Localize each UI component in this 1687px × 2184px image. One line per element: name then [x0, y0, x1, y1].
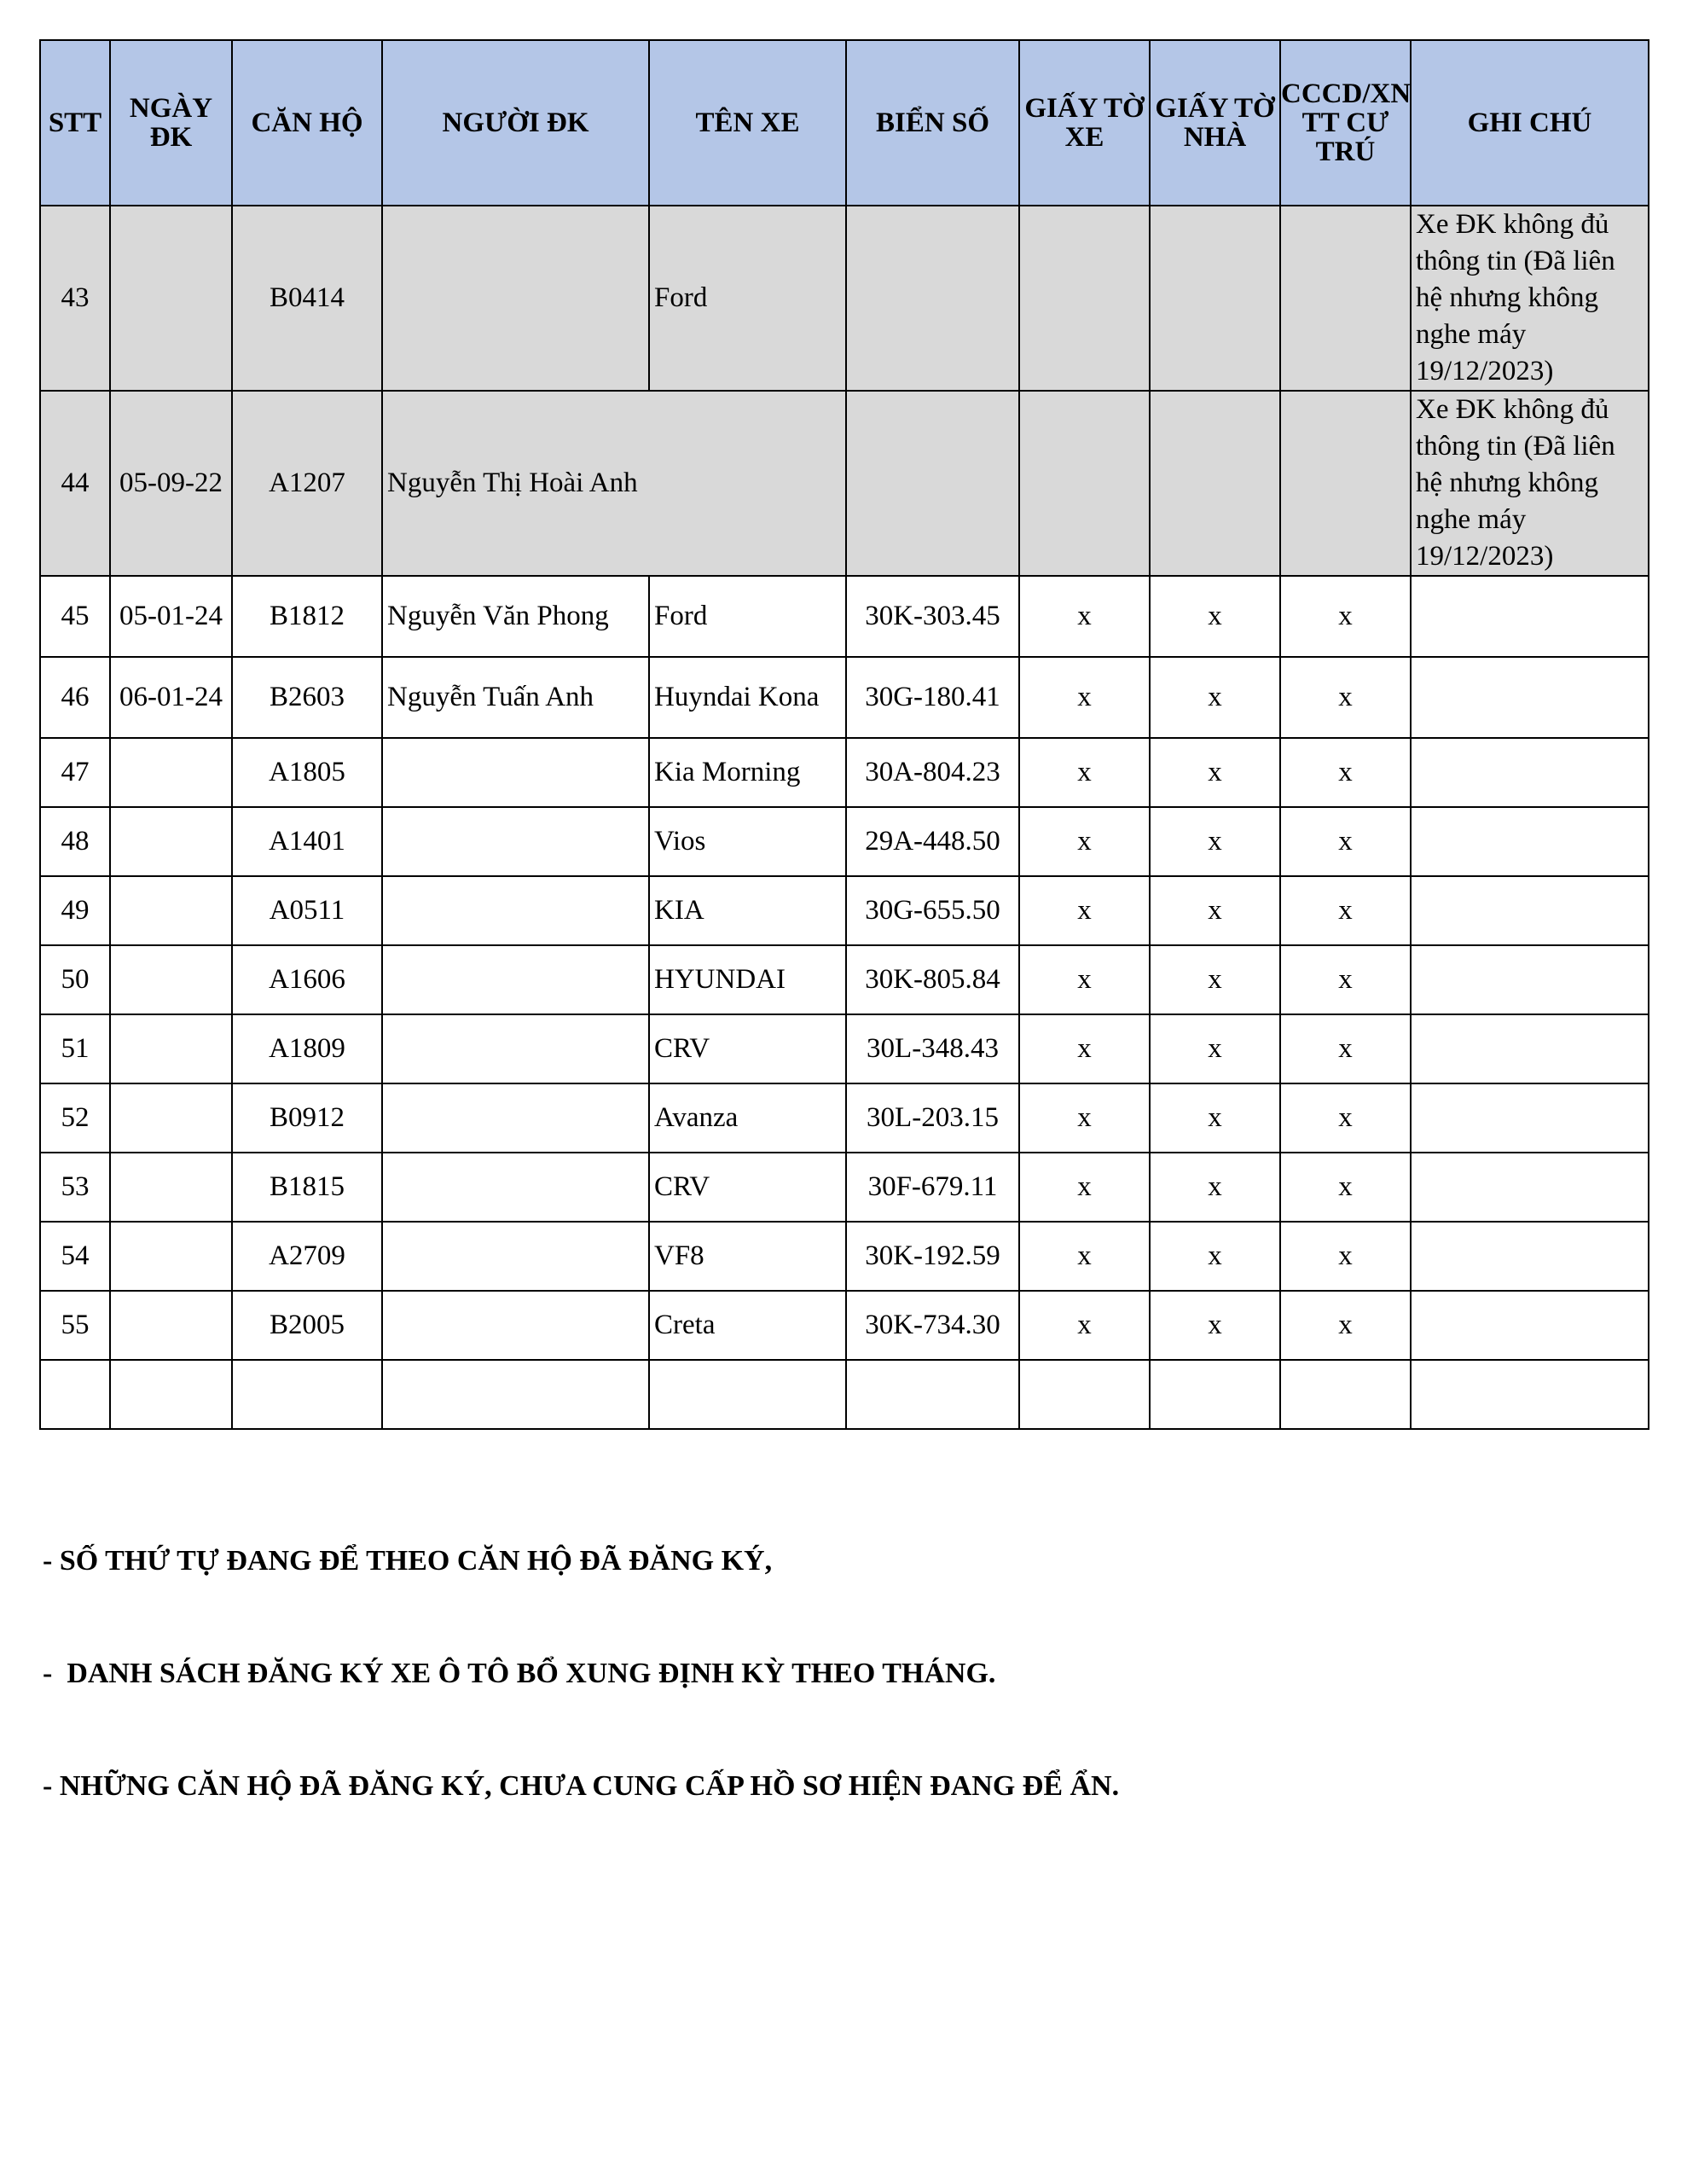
cell-ngay [110, 1291, 232, 1360]
table-row [40, 1153, 1649, 1222]
cell-nguoi [382, 807, 649, 876]
cell-ngay: 05-01-24 [110, 576, 232, 657]
table-row [40, 738, 1649, 807]
table-row [40, 576, 1649, 657]
cell-nguoi [382, 1291, 649, 1360]
cell-stt: 55 [40, 1291, 110, 1360]
cell-ngay [110, 1222, 232, 1291]
cell-cccd: x [1280, 945, 1411, 1014]
cell-giay-to-nha: x [1150, 807, 1280, 876]
cell-ghi-chu [1411, 1083, 1649, 1153]
cell-ngay: 06-01-24 [110, 657, 232, 738]
table-row [40, 1222, 1649, 1291]
cell-giay-to-nha [1150, 206, 1280, 391]
cell-ghi-chu [1411, 738, 1649, 807]
cell-giay-to-nha: x [1150, 738, 1280, 807]
cell-can-ho: A1606 [232, 945, 382, 1014]
cell-ghi-chu [1411, 807, 1649, 876]
cell-ngay [110, 738, 232, 807]
cell-giay-to-nha [1150, 1360, 1280, 1429]
header-ten-xe: TÊN XE [649, 40, 846, 206]
cell-can-ho: B2603 [232, 657, 382, 738]
cell-giay-to-nha: x [1150, 1083, 1280, 1153]
cell-cccd: x [1280, 576, 1411, 657]
cell-stt: 48 [40, 807, 110, 876]
cell-bien-so: 30K-734.30 [846, 1291, 1019, 1360]
cell-bien-so [846, 391, 1019, 576]
cell-stt: 45 [40, 576, 110, 657]
cell-can-ho [232, 1360, 382, 1429]
cell-bien-so: 30L-348.43 [846, 1014, 1019, 1083]
cell-giay-to-nha [1150, 391, 1280, 576]
cell-cccd [1280, 206, 1411, 391]
cell-ten-xe [649, 1360, 846, 1429]
cell-ghi-chu [1411, 1014, 1649, 1083]
cell-nguoi: Nguyễn Thị Hoài Anh [382, 391, 846, 576]
cell-bien-so: 30K-192.59 [846, 1222, 1019, 1291]
cell-can-ho: B0912 [232, 1083, 382, 1153]
cell-can-ho: A1401 [232, 807, 382, 876]
cell-giay-to-xe: x [1019, 576, 1150, 657]
cell-stt: 52 [40, 1083, 110, 1153]
cell-nguoi [382, 206, 649, 391]
table-row [40, 807, 1649, 876]
cell-giay-to-xe: x [1019, 807, 1150, 876]
header-can-ho: CĂN HỘ [232, 40, 382, 206]
cell-giay-to-nha: x [1150, 1291, 1280, 1360]
cell-giay-to-xe: x [1019, 1083, 1150, 1153]
cell-stt [40, 1360, 110, 1429]
cell-nguoi [382, 738, 649, 807]
cell-cccd [1280, 391, 1411, 576]
cell-nguoi [382, 1014, 649, 1083]
cell-ten-xe: CRV [649, 1153, 846, 1222]
cell-can-ho: A0511 [232, 876, 382, 945]
header-nguoi-dk: NGƯỜI ĐK [382, 40, 649, 206]
cell-nguoi [382, 876, 649, 945]
cell-cccd: x [1280, 1083, 1411, 1153]
cell-giay-to-xe: x [1019, 657, 1150, 738]
cell-ten-xe: Ford [649, 206, 846, 391]
cell-nguoi [382, 1360, 649, 1429]
table-header-row [40, 40, 1649, 206]
cell-bien-so: 30L-203.15 [846, 1083, 1019, 1153]
cell-ten-xe: Kia Morning [649, 738, 846, 807]
cell-stt: 43 [40, 206, 110, 391]
cell-giay-to-xe: x [1019, 1222, 1150, 1291]
cell-giay-to-xe: x [1019, 738, 1150, 807]
footnote-line: - NHỮNG CĂN HỘ ĐÃ ĐĂNG KÝ, CHƯA CUNG CẤP HỒ SƠ HIỆN ĐANG ĐỂ ẨN. [43, 1770, 1120, 1802]
cell-ten-xe: Avanza [649, 1083, 846, 1153]
cell-stt: 50 [40, 945, 110, 1014]
cell-giay-to-xe: x [1019, 1153, 1150, 1222]
cell-stt: 46 [40, 657, 110, 738]
cell-ngay [110, 876, 232, 945]
cell-cccd: x [1280, 1014, 1411, 1083]
cell-giay-to-xe: x [1019, 1014, 1150, 1083]
table-row [40, 1360, 1649, 1429]
table-row [40, 391, 1649, 576]
table-row [40, 1014, 1649, 1083]
cell-stt: 47 [40, 738, 110, 807]
cell-can-ho: A2709 [232, 1222, 382, 1291]
cell-ghi-chu [1411, 1360, 1649, 1429]
cell-ten-xe: HYUNDAI [649, 945, 846, 1014]
table-row [40, 206, 1649, 391]
cell-ghi-chu [1411, 1153, 1649, 1222]
cell-ten-xe: Creta [649, 1291, 846, 1360]
cell-ten-xe: Ford [649, 576, 846, 657]
cell-cccd: x [1280, 807, 1411, 876]
cell-can-ho: A1805 [232, 738, 382, 807]
table-row [40, 945, 1649, 1014]
cell-can-ho: A1207 [232, 391, 382, 576]
cell-cccd [1280, 1360, 1411, 1429]
cell-giay-to-nha: x [1150, 1222, 1280, 1291]
table-row [40, 876, 1649, 945]
cell-can-ho: A1809 [232, 1014, 382, 1083]
cell-ten-xe: Huyndai Kona [649, 657, 846, 738]
cell-giay-to-nha: x [1150, 657, 1280, 738]
footnote-line: - DANH SÁCH ĐĂNG KÝ XE Ô TÔ BỔ XUNG ĐỊNH KỲ THEO THÁNG. [43, 1658, 996, 1689]
footnote-line: - SỐ THỨ TỰ ĐANG ĐỂ THEO CĂN HỘ ĐÃ ĐĂNG KÝ, [43, 1545, 773, 1577]
cell-bien-so [846, 1360, 1019, 1429]
header-ngay-dk: NGÀY ĐK [110, 40, 232, 206]
cell-giay-to-xe: x [1019, 1291, 1150, 1360]
cell-giay-to-xe: x [1019, 945, 1150, 1014]
cell-cccd: x [1280, 876, 1411, 945]
cell-giay-to-nha: x [1150, 945, 1280, 1014]
cell-ngay [110, 1153, 232, 1222]
cell-giay-to-nha: x [1150, 576, 1280, 657]
header-giay-to-nha: GIẤY TỜ NHÀ [1150, 40, 1280, 206]
header-bien-so: BIỂN SỐ [846, 40, 1019, 206]
cell-ghi-chu [1411, 945, 1649, 1014]
cell-ngay [110, 1083, 232, 1153]
registration-table [39, 39, 1649, 1430]
table-row [40, 1291, 1649, 1360]
cell-ghi-chu [1411, 1291, 1649, 1360]
cell-giay-to-xe [1019, 206, 1150, 391]
header-ghi-chu: GHI CHÚ [1411, 40, 1649, 206]
cell-ngay [110, 206, 232, 391]
cell-bien-so: 30G-655.50 [846, 876, 1019, 945]
header-giay-to-xe: GIẤY TỜ XE [1019, 40, 1150, 206]
cell-ten-xe: KIA [649, 876, 846, 945]
cell-stt: 49 [40, 876, 110, 945]
cell-nguoi [382, 1153, 649, 1222]
cell-giay-to-xe [1019, 391, 1150, 576]
cell-cccd: x [1280, 738, 1411, 807]
cell-bien-so: 30G-180.41 [846, 657, 1019, 738]
cell-giay-to-xe [1019, 1360, 1150, 1429]
cell-ten-xe: VF8 [649, 1222, 846, 1291]
cell-ghi-chu [1411, 876, 1649, 945]
cell-can-ho: B0414 [232, 206, 382, 391]
cell-ngay [110, 1014, 232, 1083]
cell-ghi-chu [1411, 576, 1649, 657]
footnotes [43, 1467, 1119, 1843]
header-stt: STT [40, 40, 110, 206]
cell-ghi-chu: Xe ĐK không đủ thông tin (Đã liên hệ nhưng không nghe máy 19/12/2023) [1411, 206, 1649, 391]
cell-cccd: x [1280, 1153, 1411, 1222]
cell-nguoi [382, 945, 649, 1014]
cell-can-ho: B1812 [232, 576, 382, 657]
cell-stt: 51 [40, 1014, 110, 1083]
cell-cccd: x [1280, 1222, 1411, 1291]
cell-bien-so: 30K-303.45 [846, 576, 1019, 657]
cell-bien-so: 30F-679.11 [846, 1153, 1019, 1222]
cell-ngay: 05-09-22 [110, 391, 232, 576]
cell-bien-so: 30A-804.23 [846, 738, 1019, 807]
cell-bien-so [846, 206, 1019, 391]
cell-nguoi [382, 1083, 649, 1153]
cell-nguoi: Nguyễn Văn Phong [382, 576, 649, 657]
cell-cccd: x [1280, 657, 1411, 738]
cell-can-ho: B2005 [232, 1291, 382, 1360]
cell-giay-to-nha: x [1150, 1153, 1280, 1222]
table-row [40, 657, 1649, 738]
cell-can-ho: B1815 [232, 1153, 382, 1222]
cell-bien-so: 29A-448.50 [846, 807, 1019, 876]
cell-ten-xe: CRV [649, 1014, 846, 1083]
cell-stt: 44 [40, 391, 110, 576]
cell-giay-to-xe: x [1019, 876, 1150, 945]
cell-stt: 54 [40, 1222, 110, 1291]
cell-ngay [110, 945, 232, 1014]
cell-stt: 53 [40, 1153, 110, 1222]
cell-ngay [110, 1360, 232, 1429]
cell-bien-so: 30K-805.84 [846, 945, 1019, 1014]
table-row [40, 1083, 1649, 1153]
cell-ten-xe: Vios [649, 807, 846, 876]
cell-ghi-chu [1411, 657, 1649, 738]
cell-nguoi: Nguyễn Tuấn Anh [382, 657, 649, 738]
cell-giay-to-nha: x [1150, 876, 1280, 945]
cell-cccd: x [1280, 1291, 1411, 1360]
cell-giay-to-nha: x [1150, 1014, 1280, 1083]
cell-ngay [110, 807, 232, 876]
cell-nguoi [382, 1222, 649, 1291]
cell-ghi-chu: Xe ĐK không đủ thông tin (Đã liên hệ nhưng không nghe máy 19/12/2023) [1411, 391, 1649, 576]
header-cccd: CCCD/XN TT CƯ TRÚ [1280, 40, 1411, 206]
cell-ghi-chu [1411, 1222, 1649, 1291]
